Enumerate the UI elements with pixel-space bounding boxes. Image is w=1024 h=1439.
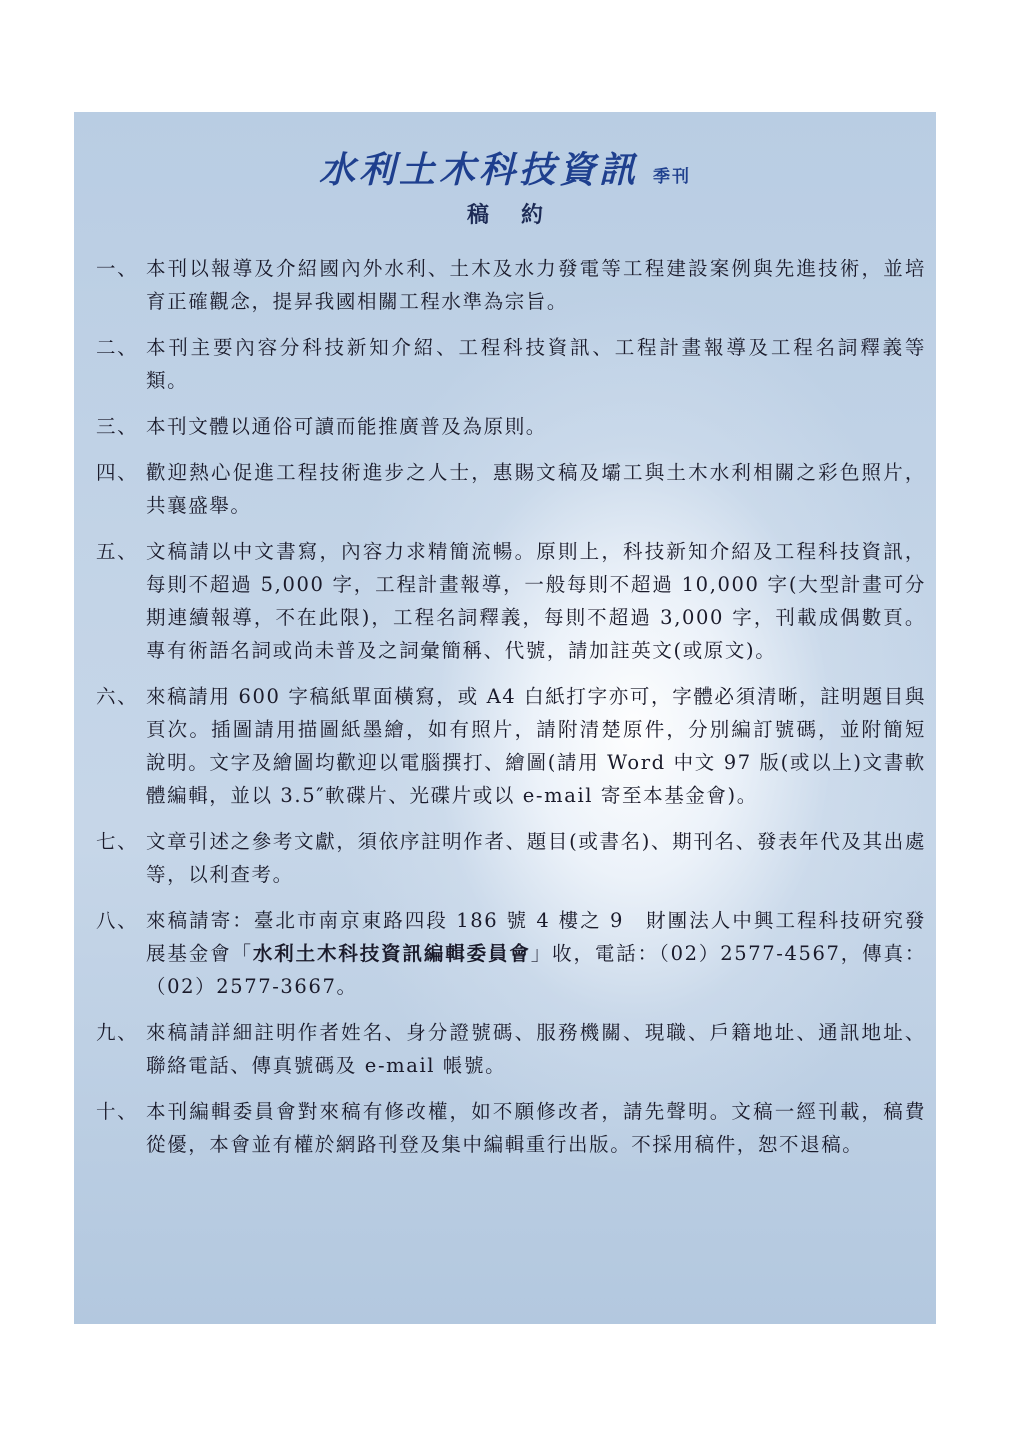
guideline-item <box>96 331 926 397</box>
guideline-item <box>96 904 926 1003</box>
guideline-item <box>96 1095 926 1161</box>
guidelines-list <box>96 252 926 1174</box>
item-number: 九、 <box>96 1021 139 1044</box>
item-number: 三、 <box>96 415 139 438</box>
contact-numbers-text: 」收，電話：（02）2577-4567，傳真：（02）2577-3667。 <box>146 942 926 998</box>
item-text: 本刊文體以通俗可讀而能推廣普及為原則。 <box>146 415 547 438</box>
item-number: 六、 <box>96 685 139 708</box>
guideline-item <box>96 252 926 318</box>
item-text <box>146 904 926 1003</box>
guideline-item <box>96 410 926 443</box>
page-subtitle: 稿約 <box>466 202 575 228</box>
guideline-item <box>96 825 926 891</box>
item-text: 來稿請用 600 字稿紙單面橫寫，或 A4 白紙打字亦可，字體必須清晰，註明題目與頁次。插圖請用描圖紙墨繪，如有照片，請附清楚原件，分別編訂號碼，並附簡短說明。文字及繪圖均歡迎以電腦撰打、繪圖(請用 Word 中文 97 版(或以上)文書軟體編輯，並以 3.5″軟碟片、光碟片或以 e-mail 寄至本基金會)。 <box>146 685 926 807</box>
document-panel <box>74 112 936 1324</box>
item-text: 歡迎熱心促進工程技術進步之人士，惠賜文稿及壩工與土木水利相關之彩色照片，共襄盛舉。 <box>146 461 926 517</box>
item-text: 文章引述之參考文獻，須依序註明作者、題目(或書名)、期刊名、發表年代及其出處等，以利查考。 <box>146 830 926 886</box>
item-text: 本刊編輯委員會對來稿有修改權，如不願修改者，請先聲明。文稿一經刊載，稿費從優，本會並有權於網路刊登及集中編輯重行出版。不採用稿件，恕不退稿。 <box>146 1100 926 1156</box>
guideline-item <box>96 680 926 812</box>
guideline-item <box>96 456 926 522</box>
item-number: 八、 <box>96 909 139 932</box>
guideline-item <box>96 535 926 667</box>
mailing-address-text: 來稿請寄：臺北市南京東路四段 186 號 4 樓之 9 財團法人中興工程科技研究發展基金會「 <box>146 909 926 965</box>
editorial-committee-name: 水利土木科技資訊編輯委員會 <box>252 942 531 965</box>
item-text: 本刊以報導及介紹國內外水利、土木及水力發電等工程建設案例與先進技術，並培育正確觀念，提昇我國相關工程水準為宗旨。 <box>146 257 926 313</box>
item-text: 本刊主要內容分科技新知介紹、工程科技資訊、工程計畫報導及工程名詞釋義等類。 <box>146 336 926 392</box>
item-number: 十、 <box>96 1100 139 1123</box>
title-row <box>74 142 936 193</box>
publication-title: 水利土木科技資訊 <box>318 149 639 191</box>
item-number: 四、 <box>96 461 139 484</box>
guideline-item <box>96 1016 926 1082</box>
item-number: 一、 <box>96 257 139 280</box>
item-number: 五、 <box>96 540 139 563</box>
item-number: 七、 <box>96 830 139 853</box>
item-text: 來稿請詳細註明作者姓名、身分證號碼、服務機關、現職、戶籍地址、通訊地址、聯絡電話、傳真號碼及 e-mail 帳號。 <box>146 1021 926 1077</box>
item-number: 二、 <box>96 336 139 359</box>
item-text: 文稿請以中文書寫，內容力求精簡流暢。原則上，科技新知介紹及工程科技資訊，每則不超過 5,000 字，工程計畫報導，一般每則不超過 10,000 字(大型計畫可分期連續報導，不在此限)，工程名詞釋義，每則不超過 3,000 字，刊載成偶數頁。專有術語名詞或尚未普及之詞彙簡稱、代號，請加註英文(或原文)。 <box>146 540 926 662</box>
publication-title-suffix: 季刊 <box>653 167 691 187</box>
